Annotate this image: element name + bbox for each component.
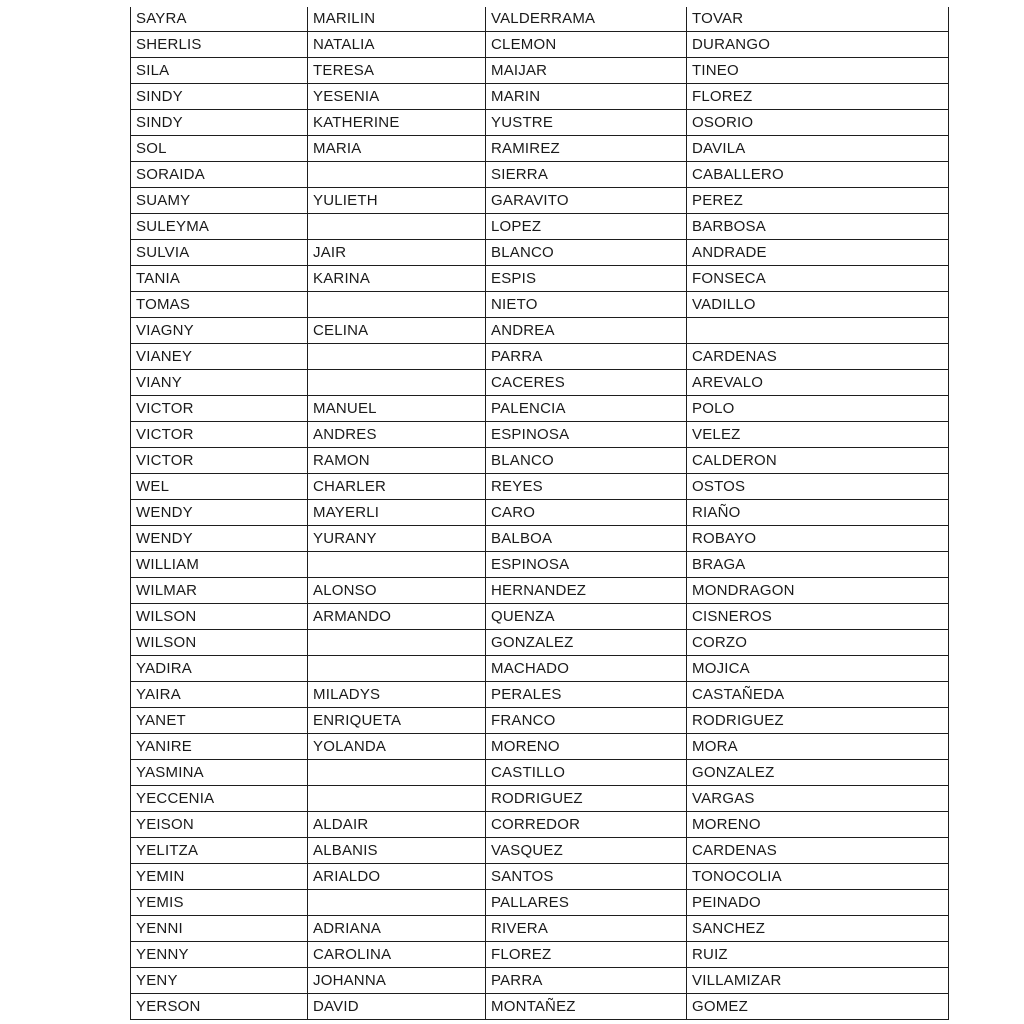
second-name-cell [308, 370, 486, 396]
second-surname-cell: MONDRAGON [687, 578, 949, 604]
first-name-cell: SULEYMA [131, 214, 308, 240]
first-name-cell: SHERLIS [131, 32, 308, 58]
second-name-cell [308, 162, 486, 188]
second-name-cell [308, 344, 486, 370]
first-name-cell: VIAGNY [131, 318, 308, 344]
table-row [131, 370, 949, 396]
second-name-cell: DAVID [308, 994, 486, 1020]
second-name-cell [308, 630, 486, 656]
second-surname-cell: ANDRADE [687, 240, 949, 266]
first-name-cell: WILSON [131, 630, 308, 656]
first-surname-cell: ESPINOSA [486, 422, 687, 448]
first-name-cell: YENNI [131, 916, 308, 942]
second-name-cell: MARIA [308, 136, 486, 162]
second-name-cell [308, 214, 486, 240]
second-surname-cell: CORZO [687, 630, 949, 656]
second-name-cell: ANDRES [308, 422, 486, 448]
first-name-cell: WILSON [131, 604, 308, 630]
second-surname-cell: VELEZ [687, 422, 949, 448]
table-row [131, 110, 949, 136]
first-name-cell: YECCENIA [131, 786, 308, 812]
second-name-cell [308, 760, 486, 786]
table-row [131, 448, 949, 474]
first-name-cell: TOMAS [131, 292, 308, 318]
first-name-cell: VICTOR [131, 396, 308, 422]
first-surname-cell: ANDREA [486, 318, 687, 344]
first-surname-cell: PERALES [486, 682, 687, 708]
second-surname-cell: ROBAYO [687, 526, 949, 552]
table-row [131, 552, 949, 578]
table-row [131, 942, 949, 968]
second-name-cell [308, 656, 486, 682]
second-surname-cell: GOMEZ [687, 994, 949, 1020]
first-name-cell: SORAIDA [131, 162, 308, 188]
first-name-cell: WEL [131, 474, 308, 500]
first-surname-cell: YUSTRE [486, 110, 687, 136]
second-name-cell: MANUEL [308, 396, 486, 422]
table-row [131, 58, 949, 84]
first-surname-cell: PALLARES [486, 890, 687, 916]
names-table [130, 7, 949, 1020]
second-surname-cell: POLO [687, 396, 949, 422]
first-surname-cell: RAMIREZ [486, 136, 687, 162]
second-name-cell [308, 786, 486, 812]
first-surname-cell: LOPEZ [486, 214, 687, 240]
second-name-cell: JAIR [308, 240, 486, 266]
first-surname-cell: GONZALEZ [486, 630, 687, 656]
second-name-cell: RAMON [308, 448, 486, 474]
second-surname-cell: PEREZ [687, 188, 949, 214]
table-row [131, 266, 949, 292]
table-row [131, 864, 949, 890]
first-name-cell: VIANEY [131, 344, 308, 370]
first-surname-cell: REYES [486, 474, 687, 500]
second-name-cell: ALONSO [308, 578, 486, 604]
second-name-cell: CHARLER [308, 474, 486, 500]
first-name-cell: SUAMY [131, 188, 308, 214]
second-surname-cell: MORA [687, 734, 949, 760]
first-surname-cell: GARAVITO [486, 188, 687, 214]
table-row [131, 292, 949, 318]
first-name-cell: SINDY [131, 110, 308, 136]
second-surname-cell: RIAÑO [687, 500, 949, 526]
first-name-cell: SILA [131, 58, 308, 84]
table-row [131, 890, 949, 916]
second-surname-cell: TOVAR [687, 7, 949, 32]
first-surname-cell: FLOREZ [486, 942, 687, 968]
second-name-cell: ADRIANA [308, 916, 486, 942]
table-row [131, 604, 949, 630]
second-name-cell: ENRIQUETA [308, 708, 486, 734]
second-name-cell: YURANY [308, 526, 486, 552]
second-surname-cell: CASTAÑEDA [687, 682, 949, 708]
table-row [131, 994, 949, 1020]
table-row [131, 396, 949, 422]
first-name-cell: TANIA [131, 266, 308, 292]
first-name-cell: YELITZA [131, 838, 308, 864]
second-surname-cell: MORENO [687, 812, 949, 838]
first-surname-cell: BLANCO [486, 448, 687, 474]
second-surname-cell: FLOREZ [687, 84, 949, 110]
first-surname-cell: RIVERA [486, 916, 687, 942]
first-surname-cell: BLANCO [486, 240, 687, 266]
second-surname-cell: VADILLO [687, 292, 949, 318]
first-name-cell: SULVIA [131, 240, 308, 266]
first-name-cell: YENNY [131, 942, 308, 968]
second-surname-cell: OSTOS [687, 474, 949, 500]
second-surname-cell: SANCHEZ [687, 916, 949, 942]
first-name-cell: WENDY [131, 500, 308, 526]
first-surname-cell: VASQUEZ [486, 838, 687, 864]
names-table-body [131, 7, 949, 1020]
table-row [131, 474, 949, 500]
first-surname-cell: QUENZA [486, 604, 687, 630]
first-surname-cell: ESPINOSA [486, 552, 687, 578]
second-surname-cell: BARBOSA [687, 214, 949, 240]
second-surname-cell [687, 318, 949, 344]
first-name-cell: YERSON [131, 994, 308, 1020]
first-name-cell: WENDY [131, 526, 308, 552]
table-row [131, 760, 949, 786]
table-row [131, 916, 949, 942]
table-row [131, 214, 949, 240]
second-surname-cell: CABALLERO [687, 162, 949, 188]
second-name-cell [308, 552, 486, 578]
table-row [131, 84, 949, 110]
first-surname-cell: MAIJAR [486, 58, 687, 84]
first-surname-cell: PARRA [486, 968, 687, 994]
first-name-cell: YANIRE [131, 734, 308, 760]
table-row [131, 526, 949, 552]
second-name-cell: CELINA [308, 318, 486, 344]
first-name-cell: YASMINA [131, 760, 308, 786]
second-name-cell: KATHERINE [308, 110, 486, 136]
first-surname-cell: MARIN [486, 84, 687, 110]
second-name-cell: NATALIA [308, 32, 486, 58]
table-row [131, 240, 949, 266]
first-name-cell: YENY [131, 968, 308, 994]
second-name-cell: JOHANNA [308, 968, 486, 994]
first-surname-cell: BALBOA [486, 526, 687, 552]
second-surname-cell: RODRIGUEZ [687, 708, 949, 734]
first-surname-cell: SIERRA [486, 162, 687, 188]
table-row [131, 786, 949, 812]
first-surname-cell: SANTOS [486, 864, 687, 890]
table-row [131, 682, 949, 708]
table-row [131, 578, 949, 604]
table-row [131, 7, 949, 32]
second-name-cell: ARMANDO [308, 604, 486, 630]
second-surname-cell: AREVALO [687, 370, 949, 396]
second-name-cell: YULIETH [308, 188, 486, 214]
table-row [131, 32, 949, 58]
first-surname-cell: CACERES [486, 370, 687, 396]
table-row [131, 422, 949, 448]
first-surname-cell: MONTAÑEZ [486, 994, 687, 1020]
second-surname-cell: DAVILA [687, 136, 949, 162]
second-surname-cell: TINEO [687, 58, 949, 84]
first-surname-cell: MACHADO [486, 656, 687, 682]
first-name-cell: WILLIAM [131, 552, 308, 578]
table-row [131, 838, 949, 864]
table-row [131, 708, 949, 734]
second-surname-cell: GONZALEZ [687, 760, 949, 786]
second-surname-cell: VILLAMIZAR [687, 968, 949, 994]
first-surname-cell: CORREDOR [486, 812, 687, 838]
second-surname-cell: VARGAS [687, 786, 949, 812]
second-name-cell: ALBANIS [308, 838, 486, 864]
table-row [131, 968, 949, 994]
second-name-cell [308, 292, 486, 318]
second-name-cell: MARILIN [308, 7, 486, 32]
second-name-cell: CAROLINA [308, 942, 486, 968]
first-surname-cell: RODRIGUEZ [486, 786, 687, 812]
second-name-cell: TERESA [308, 58, 486, 84]
table-row [131, 630, 949, 656]
table-row [131, 318, 949, 344]
table-row [131, 162, 949, 188]
first-surname-cell: ESPIS [486, 266, 687, 292]
second-surname-cell: OSORIO [687, 110, 949, 136]
first-surname-cell: CARO [486, 500, 687, 526]
second-name-cell: YOLANDA [308, 734, 486, 760]
first-name-cell: SINDY [131, 84, 308, 110]
second-surname-cell: BRAGA [687, 552, 949, 578]
table-row [131, 136, 949, 162]
first-name-cell: WILMAR [131, 578, 308, 604]
first-surname-cell: NIETO [486, 292, 687, 318]
second-name-cell: MILADYS [308, 682, 486, 708]
first-name-cell: VIANY [131, 370, 308, 396]
first-name-cell: YEMIS [131, 890, 308, 916]
first-name-cell: YEMIN [131, 864, 308, 890]
table-row [131, 344, 949, 370]
second-surname-cell: CALDERON [687, 448, 949, 474]
second-name-cell: MAYERLI [308, 500, 486, 526]
first-name-cell: YEISON [131, 812, 308, 838]
first-surname-cell: PALENCIA [486, 396, 687, 422]
second-surname-cell: CISNEROS [687, 604, 949, 630]
first-name-cell: YADIRA [131, 656, 308, 682]
table-row [131, 188, 949, 214]
first-name-cell: YANET [131, 708, 308, 734]
first-name-cell: SAYRA [131, 7, 308, 32]
table-row [131, 500, 949, 526]
first-name-cell: VICTOR [131, 448, 308, 474]
second-surname-cell: CARDENAS [687, 838, 949, 864]
first-surname-cell: HERNANDEZ [486, 578, 687, 604]
first-name-cell: SOL [131, 136, 308, 162]
second-surname-cell: FONSECA [687, 266, 949, 292]
second-surname-cell: RUIZ [687, 942, 949, 968]
second-name-cell: YESENIA [308, 84, 486, 110]
second-surname-cell: CARDENAS [687, 344, 949, 370]
first-name-cell: YAIRA [131, 682, 308, 708]
second-surname-cell: DURANGO [687, 32, 949, 58]
first-surname-cell: MORENO [486, 734, 687, 760]
first-surname-cell: CLEMON [486, 32, 687, 58]
second-name-cell: ALDAIR [308, 812, 486, 838]
first-surname-cell: PARRA [486, 344, 687, 370]
second-name-cell: KARINA [308, 266, 486, 292]
first-surname-cell: VALDERRAMA [486, 7, 687, 32]
second-surname-cell: MOJICA [687, 656, 949, 682]
table-row [131, 734, 949, 760]
second-surname-cell: PEINADO [687, 890, 949, 916]
table-row [131, 812, 949, 838]
second-surname-cell: TONOCOLIA [687, 864, 949, 890]
second-name-cell: ARIALDO [308, 864, 486, 890]
second-name-cell [308, 890, 486, 916]
first-name-cell: VICTOR [131, 422, 308, 448]
first-surname-cell: CASTILLO [486, 760, 687, 786]
table-row [131, 656, 949, 682]
first-surname-cell: FRANCO [486, 708, 687, 734]
